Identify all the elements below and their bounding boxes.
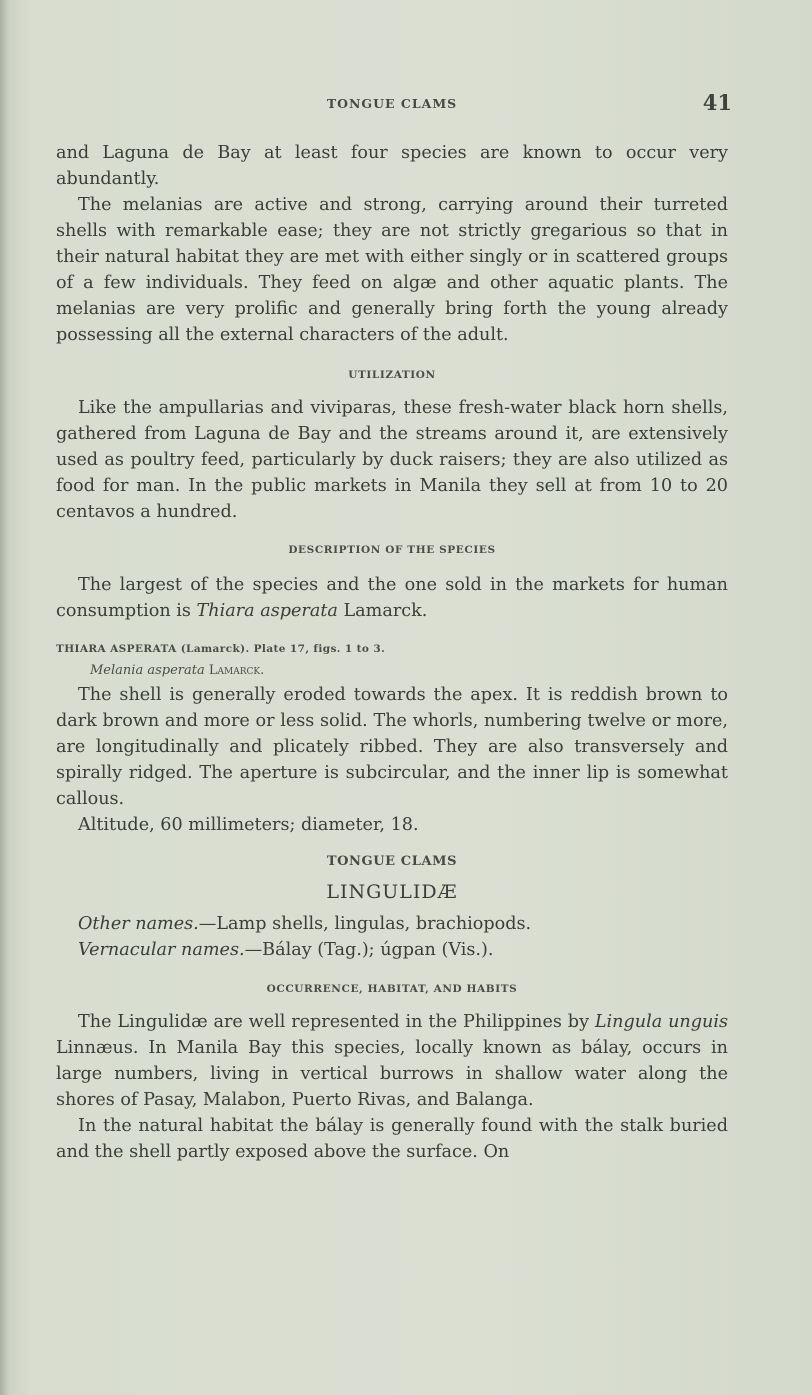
other-names-text: —Lamp shells, lingulas, brachiopods. bbox=[198, 914, 532, 934]
family-name: LINGULIDÆ bbox=[326, 881, 458, 903]
paragraph-utilization: Like the ampullarias and viviparas, these fresh-water black horn shells, gathered from Laguna de Bay and the streams around it, are extensively used as poultry feed, particularly by duck raisers; they are also utilized as food for man. In the public markets in Manila they sell at from 10 to 20 centavos a hundred. bbox=[56, 398, 728, 522]
paragraph-dimensions: Altitude, 60 millimeters; diameter, 18. bbox=[78, 815, 419, 835]
running-title: TONGUE CLAMS bbox=[326, 96, 458, 111]
vernacular-names-line bbox=[56, 937, 728, 963]
document-page bbox=[56, 88, 732, 1165]
heading-utilization: UTILIZATION bbox=[348, 369, 436, 381]
other-names-label: Other names. bbox=[78, 914, 199, 934]
running-head bbox=[56, 88, 732, 122]
text-segment: Linnæus. In Manila Bay this species, locally known as bálay, occurs in large numbers, living in vertical burrows in shallow water along the shores of Pasay, Malabon, Puerto Rivas, and Balanga. bbox=[56, 1038, 728, 1110]
heading-occurrence: OCCURRENCE, HABITAT, AND HABITS bbox=[266, 983, 518, 995]
other-names-line bbox=[56, 911, 728, 937]
species-name-italic: Lingula unguis bbox=[594, 1012, 728, 1032]
vernacular-names-label: Vernacular names. bbox=[78, 940, 245, 960]
text-segment: Lamarck. bbox=[337, 601, 428, 621]
page-number: 41 bbox=[702, 90, 732, 115]
species-name-italic: Thiara asperata bbox=[196, 601, 338, 621]
paragraph-largest-species bbox=[56, 572, 728, 624]
vernacular-names-text: —Bálay (Tag.); úgpan (Vis.). bbox=[244, 940, 494, 960]
paragraph-lingulidae bbox=[56, 1009, 728, 1113]
paragraph-melanias-behavior: The melanias are active and strong, carrying around their turreted shells with remarkable ease; they are not strictly gregarious so that in their natural habitat they are met with either singly or in scattered groups of a few individuals. They feed on algæ and other aquatic plants. The melanias are very prolific and generally bring forth the young already possessing all the external characters of the adult. bbox=[56, 195, 728, 345]
text-segment: The largest of the species and the one sold in the markets for human consumption is bbox=[56, 575, 728, 621]
family-common-name: TONGUE CLAMS bbox=[326, 854, 458, 869]
species-heading: THIARA ASPERATA (Lamarck). Plate 17, figs. 1 to 3. bbox=[56, 643, 386, 655]
paragraph-continuation: and Laguna de Bay at least four species are known to occur very abundantly. bbox=[56, 143, 728, 189]
paragraph-shell-description: The shell is generally eroded towards the apex. It is reddish brown to dark brown and more or less solid. The whorls, numbering twelve or more, are longitudinally and plicately ribbed. They are also transversely and spirally ridged. The aperture is subcircular, and the inner lip is somewhat callous. bbox=[56, 685, 728, 809]
synonym-author: Lamarck. bbox=[208, 663, 265, 678]
synonym-name: Melania asperata bbox=[90, 663, 205, 678]
heading-description: DESCRIPTION OF THE SPECIES bbox=[288, 544, 496, 556]
text-segment: The Lingulidæ are well represented in the Philippines by bbox=[78, 1012, 595, 1032]
book-gutter bbox=[0, 0, 10, 1395]
paragraph-habitat: In the natural habitat the bálay is generally found with the stalk buried and the shell partly exposed above the surface. On bbox=[56, 1116, 728, 1162]
synonym-line bbox=[90, 663, 728, 678]
